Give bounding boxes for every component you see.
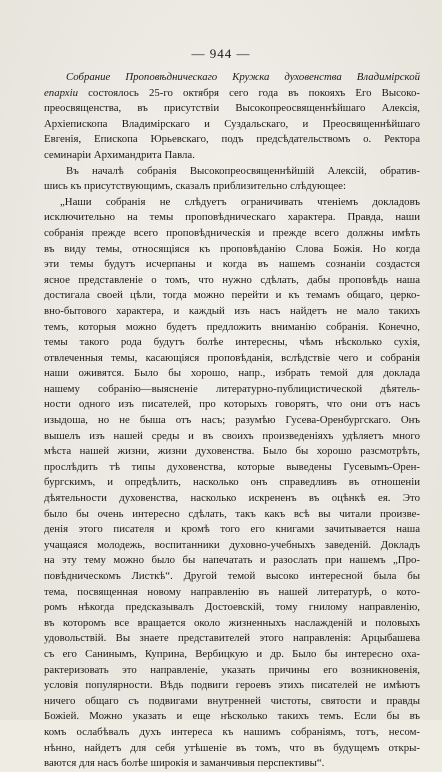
- text-line: мѣста нашей жизни, жизни духовенства. Было бы хорошо разсмотрѣть,: [44, 445, 420, 458]
- text-line: денія этого писателя и кромѣ того его книгами зачитывается наша: [44, 523, 420, 536]
- text-line: тема, посвященная новому направленію въ нашей литературѣ, о кото-: [44, 585, 420, 598]
- text-line: нѣнно, найдетъ для себя утѣшеніе въ томъ, что въ будущемъ откры-: [44, 741, 420, 754]
- text-line: комъ ослабѣвалъ духъ интереса къ нашимъ собраніямъ, тотъ, несом-: [44, 725, 420, 738]
- text-fragment: состоялось 25-го октября сего года въ покояхъ Его Высоко-: [77, 86, 420, 99]
- text-line: ромъ нѣкогда предсказывалъ Достоевскій, тому гнилому направленію,: [44, 601, 420, 614]
- text-line: Въ началѣ собранія Высокопреосвященнѣйшій Алексій, обратив-: [66, 164, 420, 177]
- text-line: на эту тему можно было бы напечатать и разослать при нашемъ „Про-: [44, 554, 420, 567]
- text-line: [44, 86, 420, 102]
- text-line: достигала своей цѣли, тогда можно перейти и къ темамъ общаго, церко-: [44, 289, 420, 302]
- text-line: ности одного изъ писателей, про которыхъ говорятъ, что они отъ насъ: [44, 398, 420, 411]
- text-line: собранія прежде всего проповѣдническія и прежде всего должны имѣть: [44, 226, 420, 239]
- text-line: бургскимъ, и опредѣлить, насколько онъ справедливъ въ отношеніи: [44, 476, 420, 489]
- paragraph-opening: [44, 164, 420, 195]
- text-line: съ его Санинымъ, Куприна, Вербицкую и др. Было бы интересно оха-: [44, 647, 420, 660]
- text-line: „Наши собранія не слѣдуетъ ограничивать чтеніемъ докладовъ: [60, 195, 420, 208]
- text-line: въ которомъ все вращается около жизненныхъ наслажденій и половыхъ: [44, 616, 420, 629]
- text-line: Евгенія, Епископа Юрьевскаго, подъ предсѣдательствомъ о. Ректора: [44, 133, 420, 146]
- text-line: изыдоша, но не быша отъ насъ; разумѣю Гусева-Оренбургскаго. Онъ: [44, 414, 420, 427]
- text-line: отвлеченныя темы, касающіяся проповѣданія, вслѣдствіе чего и собранія: [44, 351, 420, 364]
- text-line: рактеризовать это направленіе, указать причины его возникновенія,: [44, 663, 420, 676]
- text-line: вно-бытового характера, и каждый изъ насъ найдетъ не мало такихъ: [44, 304, 420, 317]
- text-line: семинаріи Архимандрита Павла.: [44, 148, 195, 161]
- paragraph-quote: [44, 195, 420, 772]
- italic-fragment: епархіи: [44, 86, 78, 99]
- text-line: эти темы будутъ исчерпаны и когда въ нашемъ сознаніи создастся: [44, 258, 420, 271]
- text-line: было бы очень интересно сдѣлать, такъ какъ всѣ вы читали произве-: [44, 507, 420, 520]
- text-line: ясное представленіе о томъ, что нужно сдѣлать, дабы проповѣдь наша: [44, 273, 420, 286]
- text-line: шись къ присутствующимъ, сказалъ приблизительно слѣдующее:: [44, 180, 346, 193]
- text-line: въ виду темы, относящіяся къ проповѣданію Слова Божія. Но когда: [44, 242, 420, 255]
- text-line: ваются для насъ болѣе широкія и заманчивыя перспективы“.: [44, 757, 325, 770]
- text-line: наши оживятся. Было бы хорошо, напр., избрать темой для доклада: [44, 367, 420, 380]
- text-line: Божіей. Можно указать и еще нѣсколько такихъ темъ. Если бы въ: [44, 710, 420, 723]
- text-line: удовольствій. Вы знаете представителей этого направленія: Арцыбашева: [44, 632, 420, 645]
- text-line: темъ, которыя можно будетъ предложить вниманію собранія. Конечно,: [44, 320, 420, 333]
- text-line: исключительно на темы проповѣдническаго характера. Правда, наши: [44, 211, 420, 224]
- text-line: повѣдническомъ Листкѣ“. Другой темой высоко интересной была бы: [44, 570, 420, 582]
- text-line: Архіепископа Владимірскаго и Суздальскаго, и Преосвященнѣйшаго: [44, 117, 420, 130]
- text-line: нашему собранію—выясненіе литературно-публицистической дѣятель-: [44, 382, 420, 395]
- text-line: Собрание Проповѣдническаго Кружка духовенства Владимірской: [66, 71, 420, 83]
- text-line: ничего общаго съ подвигами внутренней чистоты, святости и правды: [44, 694, 420, 707]
- text-line: прослѣдить тѣ типы духовенства, которые выведены Гусевымъ-Орен-: [44, 460, 420, 473]
- paragraph-report: [44, 70, 420, 164]
- text-line: учащаяся молодежь, воспитанники духовно-учебныхъ заведеній. Докладъ: [44, 538, 420, 551]
- body-text: [44, 70, 420, 772]
- page-number: — 944 —: [191, 46, 251, 61]
- text-line: преосвященства, въ присутствіи Высокопреосвященнѣйшаго Алексія,: [44, 102, 420, 115]
- text-line: вышелъ изъ нашей среды и въ своихъ произведеніяхъ удѣляетъ много: [44, 429, 420, 442]
- text-line: условія популярности. Вѣдь подвиги героевъ этихъ писателей не имѣютъ: [44, 679, 420, 692]
- text-line: темы такого рода будутъ болѣе интересны, чѣмъ нѣсколько сухія,: [44, 336, 420, 349]
- text-line: дѣятельности духовенства, насколько искрененъ въ оцѣнкѣ ея. Это: [44, 492, 420, 505]
